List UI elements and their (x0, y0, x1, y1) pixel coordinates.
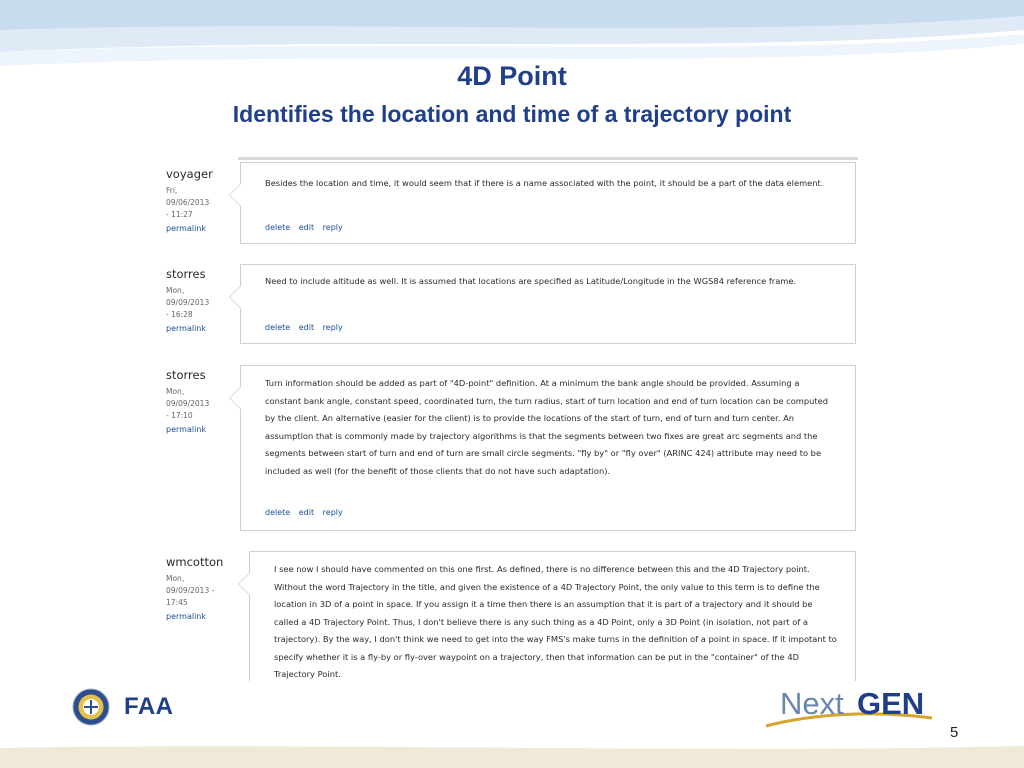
comment-actions (265, 323, 349, 332)
comment-meta (166, 555, 236, 621)
svg-text:GEN: GEN (857, 686, 925, 721)
comment-date: Fri, 09/06/2013 - 11:27 (166, 186, 210, 219)
comment-date: Mon, 09/09/2013 - 17:45 (166, 574, 215, 607)
comment-body-box (249, 551, 856, 681)
faa-wordmark: FAA (124, 693, 174, 720)
comment-body-box (240, 162, 856, 244)
delete-link[interactable]: delete (265, 323, 291, 332)
comment-actions (265, 223, 349, 232)
comment-author[interactable]: storres (166, 267, 206, 281)
nextgen-logo (762, 680, 962, 732)
comment-body-box (240, 365, 856, 531)
permalink-link[interactable]: permalink (166, 324, 206, 333)
comment-actions (265, 508, 349, 517)
edit-link[interactable]: edit (298, 323, 315, 332)
delete-link[interactable]: delete (265, 508, 291, 517)
permalink-link[interactable]: permalink (166, 612, 206, 621)
comment-author[interactable]: storres (166, 368, 206, 382)
comment-text: I see now I should have commented on this one first. As defined, there is no difference between this and the 4D Trajectory point. Without the word Trajectory in the title, and given the existence of a 4D Trajectory Point, the only value to this term is to define the location in 3D of a point in space. If you assign it a time then there is an assumption that it is part of a trajectory and it should be called a 4D Trajectory Point. Thus, I don't believe there is any such thing as a 4D Point, only a 3D Point (in isolation, not part of a trajectory). By the way, I don't think we need to get into the way FMS's make turns in the definition of a point in space. If it impotant to specify whether it is a fly-by or fly-over waypoint on a trajectory, then that information can be put in the "container" of the 4D Trajectory Point. (274, 564, 837, 679)
comment-text: Need to include altitude as well. It is assumed that locations are specified as Latitude/Longitude in the WGS84 reference frame. (265, 276, 797, 286)
svg-text:Next: Next (780, 686, 844, 721)
comment-meta (166, 167, 236, 233)
edit-link[interactable]: edit (298, 223, 315, 232)
reply-link[interactable]: reply (322, 223, 343, 232)
comment-date: Mon, 09/09/2013 - 16:28 (166, 286, 210, 319)
divider (238, 157, 858, 160)
delete-link[interactable]: delete (265, 223, 291, 232)
permalink-link[interactable]: permalink (166, 224, 206, 233)
comment-author[interactable]: voyager (166, 167, 213, 181)
page-number: 5 (950, 724, 959, 741)
bubble-pointer (229, 285, 241, 309)
bubble-pointer (229, 183, 241, 207)
slide-title: 4D Point (457, 61, 567, 91)
comment-date: Mon, 09/09/2013 - 17:10 (166, 387, 210, 420)
comment-meta (166, 368, 236, 434)
comment-thread-screenshot (164, 157, 860, 681)
edit-link[interactable]: edit (298, 508, 315, 517)
comment-author[interactable]: wmcotton (166, 555, 224, 569)
comment-meta (166, 267, 236, 333)
bubble-pointer (238, 572, 250, 596)
reply-link[interactable]: reply (322, 508, 343, 517)
comment-text: Turn information should be added as part of "4D-point" definition. At a minimum the bank angle should be provided. Assuming a constant bank angle, constant speed, coordinated turn, the turn radius, start of turn location and end of turn location can be computed by the client. An alternative (easier for the client) is to provide the locations of the start of turn, end of turn and turn center. An assumption that is commonly made by trajectory algorithms is that the segments between two fixes are great arc segments and the segments between start of turn and end of turn are small circle segments. "fly by" or "fly over" (ARINC 424) attribute may need to be included as well (for the benefit of those clients that do not have such adaptation). (265, 378, 829, 476)
reply-link[interactable]: reply (322, 323, 343, 332)
footer-band (0, 740, 1024, 768)
slide-subtitle: Identifies the location and time of a trajectory point (232, 101, 792, 127)
permalink-link[interactable]: permalink (166, 425, 206, 434)
faa-seal-logo (72, 688, 110, 726)
comment-body-box (240, 264, 856, 344)
bubble-pointer (229, 386, 241, 410)
comment-text: Besides the location and time, it would seem that if there is a name associated with the point, it should be a part of the data element. (265, 178, 824, 188)
